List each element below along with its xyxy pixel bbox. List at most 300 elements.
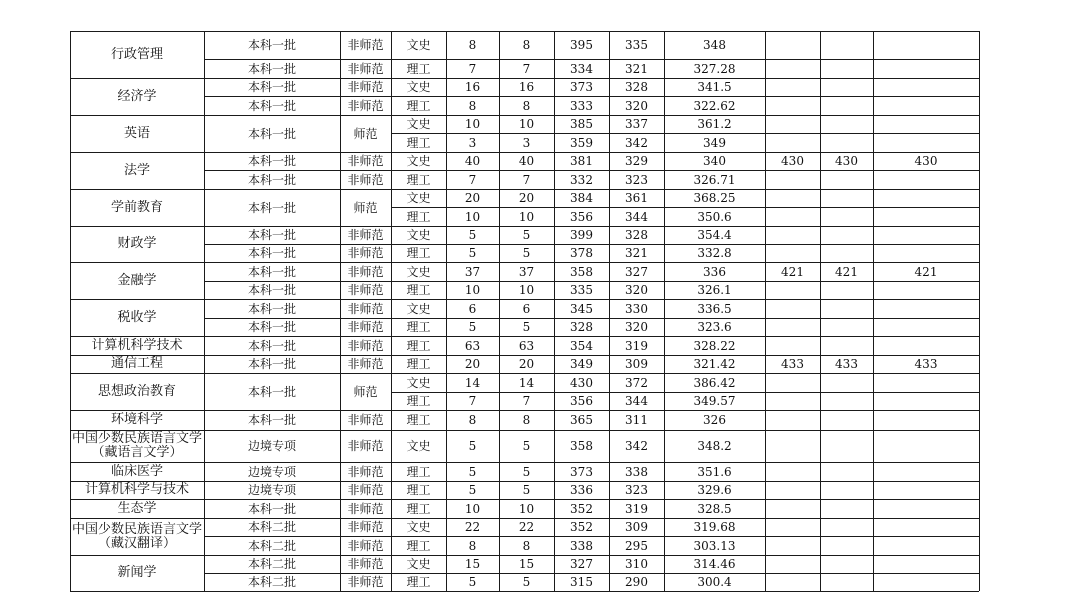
cell-subject: 理工 <box>406 61 431 76</box>
cell-subject: 文史 <box>406 264 431 279</box>
major-name-cell: 通信工程 <box>110 356 163 371</box>
cell-extra-3 <box>873 430 979 462</box>
cell-batch: 本科一批 <box>247 80 296 94</box>
cell-extra-2: 421 <box>835 264 858 279</box>
cell-category: 非师范 <box>347 501 384 516</box>
major-name-cell: 中国少数民族语言文学 （藏语言文学） <box>71 431 202 460</box>
cell-avg: 349.57 <box>693 394 736 408</box>
cell-extra-3 <box>873 96 979 115</box>
column-divider <box>664 31 665 591</box>
cell-subject: 理工 <box>406 464 431 479</box>
cell-min: 323 <box>625 483 648 497</box>
cell-plan: 10 <box>464 283 481 297</box>
cell-min: 323 <box>625 172 648 187</box>
row-divider <box>204 318 979 319</box>
cell-min: 295 <box>625 538 648 553</box>
cell-enrolled: 5 <box>522 228 531 242</box>
cell-extra-2 <box>820 78 873 96</box>
cell-max: 356 <box>570 209 593 224</box>
cell-extra-3 <box>873 573 979 591</box>
cell-extra-2 <box>820 410 873 430</box>
cell-enrolled: 20 <box>518 191 535 205</box>
cell-plan: 7 <box>468 172 477 187</box>
cell-extra-2 <box>820 281 873 299</box>
cell-extra-2 <box>820 518 873 536</box>
row-divider <box>70 31 979 32</box>
cell-extra-1 <box>765 499 820 518</box>
cell-extra-1 <box>765 299 820 318</box>
column-divider <box>391 31 392 591</box>
cell-enrolled: 20 <box>518 357 535 371</box>
cell-enrolled: 5 <box>522 439 531 453</box>
cell-subject: 文史 <box>406 80 431 94</box>
cell-plan: 37 <box>464 264 481 279</box>
cell-batch: 边境专项 <box>247 464 296 479</box>
cell-extra-3 <box>873 31 979 59</box>
cell-batch: 本科一批 <box>247 384 296 399</box>
cell-category: 非师范 <box>347 98 384 113</box>
cell-min: 338 <box>625 464 648 479</box>
major-name-cell: 金融学 <box>117 272 157 288</box>
cell-batch: 本科一批 <box>247 501 296 516</box>
cell-extra-3: 430 <box>914 154 938 168</box>
cell-extra-1 <box>765 281 820 299</box>
cell-batch: 本科一批 <box>247 357 296 371</box>
cell-subject: 文史 <box>406 228 431 242</box>
cell-min: 310 <box>625 557 648 571</box>
cell-subject: 理工 <box>406 283 431 297</box>
cell-max: 327 <box>570 557 593 571</box>
cell-enrolled: 7 <box>522 394 531 408</box>
row-divider <box>204 536 979 537</box>
cell-enrolled: 8 <box>522 538 531 553</box>
row-divider <box>70 591 979 592</box>
cell-plan: 8 <box>468 538 477 553</box>
cell-extra-3 <box>873 78 979 96</box>
cell-avg: 332.8 <box>697 246 732 260</box>
cell-extra-3 <box>873 336 979 355</box>
cell-max: 365 <box>570 413 593 427</box>
cell-max: 395 <box>570 38 593 52</box>
row-divider <box>391 207 979 208</box>
cell-extra-1 <box>765 518 820 536</box>
cell-category: 非师范 <box>347 338 384 353</box>
major-name-cell: 经济学 <box>117 88 157 104</box>
cell-extra-3 <box>873 59 979 78</box>
cell-category: 非师范 <box>347 557 384 571</box>
cell-extra-2 <box>820 462 873 481</box>
cell-min: 361 <box>625 191 648 205</box>
cell-plan: 63 <box>464 338 481 353</box>
major-name-cell: 计算机科学技术 <box>91 337 183 353</box>
column-divider <box>340 31 341 591</box>
cell-category: 非师范 <box>347 575 384 589</box>
cell-extra-2 <box>820 133 873 152</box>
cell-subject: 理工 <box>406 575 431 589</box>
cell-enrolled: 5 <box>522 483 531 497</box>
cell-min: 309 <box>625 357 648 371</box>
cell-extra-1 <box>765 462 820 481</box>
cell-enrolled: 3 <box>522 135 531 150</box>
cell-extra-1 <box>765 430 820 462</box>
cell-batch: 边境专项 <box>247 439 296 453</box>
cell-extra-2 <box>820 536 873 555</box>
cell-enrolled: 10 <box>518 283 535 297</box>
cell-extra-3 <box>873 499 979 518</box>
cell-max: 384 <box>570 191 593 205</box>
cell-plan: 10 <box>464 209 481 224</box>
cell-extra-3 <box>873 462 979 481</box>
cell-min: 342 <box>625 135 648 150</box>
cell-extra-1 <box>765 536 820 555</box>
cell-extra-3 <box>873 170 979 189</box>
cell-batch: 本科二批 <box>247 520 296 534</box>
cell-extra-1 <box>765 373 820 392</box>
cell-avg: 349 <box>703 135 726 150</box>
cell-extra-3 <box>873 392 979 410</box>
cell-min: 319 <box>625 338 648 353</box>
cell-extra-1 <box>765 573 820 591</box>
cell-extra-3: 421 <box>914 264 938 279</box>
cell-plan: 3 <box>468 135 477 150</box>
cell-enrolled: 6 <box>522 301 531 316</box>
cell-min: 328 <box>625 80 648 94</box>
cell-avg: 354.4 <box>697 228 732 242</box>
major-name-cell: 生态学 <box>117 500 157 516</box>
cell-min: 320 <box>625 283 648 297</box>
cell-extra-2 <box>820 481 873 499</box>
cell-min: 320 <box>625 320 648 334</box>
cell-max: 332 <box>570 172 593 187</box>
row-divider <box>204 170 979 171</box>
cell-enrolled: 5 <box>522 464 531 479</box>
cell-extra-2 <box>820 392 873 410</box>
column-divider <box>204 31 205 591</box>
cell-extra-1 <box>765 555 820 573</box>
cell-avg: 348.2 <box>697 439 732 453</box>
cell-subject: 文史 <box>406 38 431 52</box>
cell-min: 311 <box>625 413 648 427</box>
major-name-cell: 税收学 <box>117 309 157 325</box>
cell-avg: 323.6 <box>697 320 732 334</box>
major-name-cell: 法学 <box>123 162 150 178</box>
cell-max: 338 <box>570 538 593 553</box>
cell-avg: 336 <box>703 264 726 279</box>
cell-extra-3 <box>873 299 979 318</box>
cell-batch: 本科一批 <box>247 246 296 260</box>
cell-plan: 8 <box>468 38 477 52</box>
cell-extra-2 <box>820 96 873 115</box>
cell-max: 336 <box>570 483 593 497</box>
cell-max: 378 <box>570 246 593 260</box>
cell-batch: 本科一批 <box>247 320 296 334</box>
cell-subject: 理工 <box>406 135 431 150</box>
cell-category: 非师范 <box>347 80 384 94</box>
cell-subject: 理工 <box>406 483 431 497</box>
cell-category: 师范 <box>353 200 378 215</box>
cell-enrolled: 5 <box>522 575 531 589</box>
cell-plan: 10 <box>464 501 481 516</box>
cell-enrolled: 8 <box>522 413 531 427</box>
cell-max: 352 <box>570 520 593 534</box>
cell-subject: 理工 <box>406 172 431 187</box>
cell-plan: 40 <box>464 154 481 168</box>
cell-category: 非师范 <box>347 483 384 497</box>
cell-enrolled: 7 <box>522 61 531 76</box>
row-divider <box>204 59 979 60</box>
column-divider <box>499 31 500 591</box>
cell-plan: 7 <box>468 61 477 76</box>
cell-extra-3 <box>873 481 979 499</box>
cell-max: 315 <box>570 575 593 589</box>
cell-batch: 本科一批 <box>247 228 296 242</box>
cell-extra-1 <box>765 226 820 244</box>
column-divider <box>765 31 766 591</box>
cell-extra-3 <box>873 373 979 392</box>
cell-subject: 理工 <box>406 338 431 353</box>
row-divider <box>391 133 979 134</box>
cell-min: 321 <box>625 61 648 76</box>
cell-batch: 本科一批 <box>247 264 296 279</box>
cell-plan: 5 <box>468 246 477 260</box>
cell-plan: 20 <box>464 191 481 205</box>
cell-enrolled: 16 <box>518 80 535 94</box>
cell-extra-2 <box>820 207 873 226</box>
cell-extra-1 <box>765 96 820 115</box>
major-name-cell: 计算机科学与技术 <box>84 482 189 497</box>
cell-avg: 327.28 <box>693 61 736 76</box>
cell-subject: 理工 <box>406 357 431 371</box>
cell-category: 非师范 <box>347 61 384 76</box>
cell-extra-1 <box>765 170 820 189</box>
cell-extra-1 <box>765 78 820 96</box>
cell-subject: 文史 <box>406 557 431 571</box>
cell-batch: 本科二批 <box>247 557 296 571</box>
cell-min: 321 <box>625 246 648 260</box>
cell-avg: 340 <box>703 154 726 168</box>
cell-max: 358 <box>570 264 593 279</box>
cell-max: 333 <box>570 98 593 113</box>
cell-extra-2 <box>820 573 873 591</box>
cell-batch: 本科一批 <box>247 154 296 168</box>
major-name-cell: 思想政治教育 <box>97 383 176 399</box>
cell-avg: 329.6 <box>697 483 732 497</box>
cell-subject: 理工 <box>406 98 431 113</box>
cell-extra-3 <box>873 226 979 244</box>
cell-extra-2 <box>820 115 873 133</box>
cell-avg: 326.71 <box>693 172 736 187</box>
cell-category: 非师范 <box>347 301 384 316</box>
cell-plan: 5 <box>468 439 477 453</box>
cell-avg: 351.6 <box>697 464 732 479</box>
cell-category: 师范 <box>353 126 378 141</box>
cell-max: 354 <box>570 338 593 353</box>
cell-extra-2 <box>820 299 873 318</box>
cell-extra-3 <box>873 207 979 226</box>
column-divider <box>873 31 874 591</box>
cell-extra-3 <box>873 133 979 152</box>
cell-enrolled: 5 <box>522 246 531 260</box>
cell-min: 344 <box>625 209 648 224</box>
cell-category: 非师范 <box>347 283 384 297</box>
cell-subject: 理工 <box>406 209 431 224</box>
cell-extra-1 <box>765 481 820 499</box>
row-divider <box>204 281 979 282</box>
cell-avg: 319.68 <box>693 520 736 534</box>
cell-min: 344 <box>625 394 648 408</box>
cell-plan: 5 <box>468 464 477 479</box>
cell-enrolled: 10 <box>518 117 535 131</box>
cell-plan: 5 <box>468 575 477 589</box>
cell-max: 430 <box>570 375 593 390</box>
cell-extra-3 <box>873 536 979 555</box>
cell-category: 非师范 <box>347 154 384 168</box>
cell-extra-3 <box>873 244 979 262</box>
cell-extra-2 <box>820 59 873 78</box>
cell-enrolled: 37 <box>518 264 535 279</box>
cell-extra-1 <box>765 336 820 355</box>
cell-avg: 326 <box>703 413 726 427</box>
cell-max: 328 <box>570 320 593 334</box>
cell-batch: 本科二批 <box>247 538 296 553</box>
row-divider <box>204 244 979 245</box>
major-name-cell: 行政管理 <box>110 46 163 62</box>
cell-extra-2 <box>820 336 873 355</box>
cell-subject: 理工 <box>406 246 431 260</box>
cell-extra-1: 433 <box>781 357 804 371</box>
cell-batch: 本科一批 <box>247 126 296 141</box>
column-divider <box>70 31 71 591</box>
cell-category: 师范 <box>353 384 378 399</box>
cell-min: 328 <box>625 228 648 242</box>
cell-max: 373 <box>570 80 593 94</box>
cell-extra-3: 433 <box>914 357 938 371</box>
cell-plan: 6 <box>468 301 477 316</box>
cell-plan: 5 <box>468 320 477 334</box>
column-divider <box>609 31 610 591</box>
major-name-cell: 环境科学 <box>110 412 163 427</box>
cell-extra-3 <box>873 410 979 430</box>
cell-extra-2 <box>820 189 873 207</box>
cell-extra-2 <box>820 499 873 518</box>
cell-subject: 文史 <box>406 439 431 453</box>
cell-batch: 本科一批 <box>247 200 296 215</box>
cell-max: 349 <box>570 357 593 371</box>
cell-extra-1 <box>765 207 820 226</box>
cell-avg: 322.62 <box>693 98 736 113</box>
row-divider <box>391 392 979 393</box>
cell-plan: 8 <box>468 98 477 113</box>
cell-subject: 理工 <box>406 501 431 516</box>
cell-min: 372 <box>625 375 648 390</box>
cell-extra-3 <box>873 281 979 299</box>
cell-avg: 336.5 <box>697 301 732 316</box>
cell-enrolled: 22 <box>518 520 535 534</box>
cell-min: 330 <box>625 301 648 316</box>
cell-plan: 7 <box>468 394 477 408</box>
cell-plan: 22 <box>464 520 481 534</box>
cell-avg: 348 <box>703 38 726 52</box>
cell-extra-2 <box>820 31 873 59</box>
cell-extra-3 <box>873 115 979 133</box>
cell-max: 381 <box>570 154 593 168</box>
cell-min: 335 <box>625 38 648 52</box>
row-divider <box>204 96 979 97</box>
cell-extra-1 <box>765 133 820 152</box>
cell-enrolled: 8 <box>522 38 531 52</box>
cell-avg: 328.22 <box>693 338 736 353</box>
cell-extra-1 <box>765 59 820 78</box>
cell-max: 385 <box>570 117 593 131</box>
cell-avg: 361.2 <box>697 117 732 131</box>
cell-extra-3 <box>873 189 979 207</box>
cell-extra-2: 430 <box>835 154 858 168</box>
cell-batch: 本科一批 <box>247 413 296 427</box>
cell-plan: 5 <box>468 483 477 497</box>
cell-enrolled: 10 <box>518 501 535 516</box>
cell-avg: 314.46 <box>693 557 736 571</box>
cell-batch: 本科一批 <box>247 61 296 76</box>
major-name-cell: 学前教育 <box>110 199 163 215</box>
cell-category: 非师范 <box>347 172 384 187</box>
cell-avg: 303.13 <box>693 538 736 553</box>
cell-category: 非师范 <box>347 228 384 242</box>
cell-extra-2 <box>820 555 873 573</box>
cell-extra-1 <box>765 31 820 59</box>
cell-plan: 15 <box>464 557 481 571</box>
cell-min: 329 <box>625 154 648 168</box>
cell-extra-1 <box>765 189 820 207</box>
cell-max: 399 <box>570 228 593 242</box>
cell-category: 非师范 <box>347 464 384 479</box>
cell-avg: 368.25 <box>693 191 736 205</box>
cell-avg: 350.6 <box>697 209 732 224</box>
cell-plan: 14 <box>464 375 481 390</box>
cell-subject: 文史 <box>406 154 431 168</box>
cell-category: 非师范 <box>347 439 384 453</box>
major-name-cell: 新闻学 <box>117 565 157 580</box>
major-name-cell: 英语 <box>123 125 150 141</box>
cell-min: 342 <box>625 439 648 453</box>
cell-avg: 300.4 <box>697 575 732 589</box>
cell-extra-3 <box>873 518 979 536</box>
cell-category: 非师范 <box>347 357 384 371</box>
cell-category: 非师范 <box>347 538 384 553</box>
cell-min: 320 <box>625 98 648 113</box>
cell-extra-2 <box>820 170 873 189</box>
cell-enrolled: 15 <box>518 557 535 571</box>
cell-extra-1 <box>765 244 820 262</box>
cell-min: 309 <box>625 520 648 534</box>
column-divider <box>820 31 821 591</box>
cell-enrolled: 7 <box>522 172 531 187</box>
cell-extra-3 <box>873 555 979 573</box>
cell-enrolled: 40 <box>518 154 535 168</box>
cell-subject: 理工 <box>406 413 431 427</box>
cell-enrolled: 10 <box>518 209 535 224</box>
major-name-cell: 临床医学 <box>110 463 163 479</box>
cell-extra-1 <box>765 318 820 336</box>
cell-extra-3 <box>873 318 979 336</box>
cell-category: 非师范 <box>347 246 384 260</box>
cell-subject: 文史 <box>406 375 431 390</box>
cell-extra-2 <box>820 373 873 392</box>
cell-batch: 本科二批 <box>247 575 296 589</box>
cell-enrolled: 8 <box>522 98 531 113</box>
cell-max: 334 <box>570 61 593 76</box>
cell-subject: 理工 <box>406 538 431 553</box>
cell-min: 337 <box>625 117 648 131</box>
